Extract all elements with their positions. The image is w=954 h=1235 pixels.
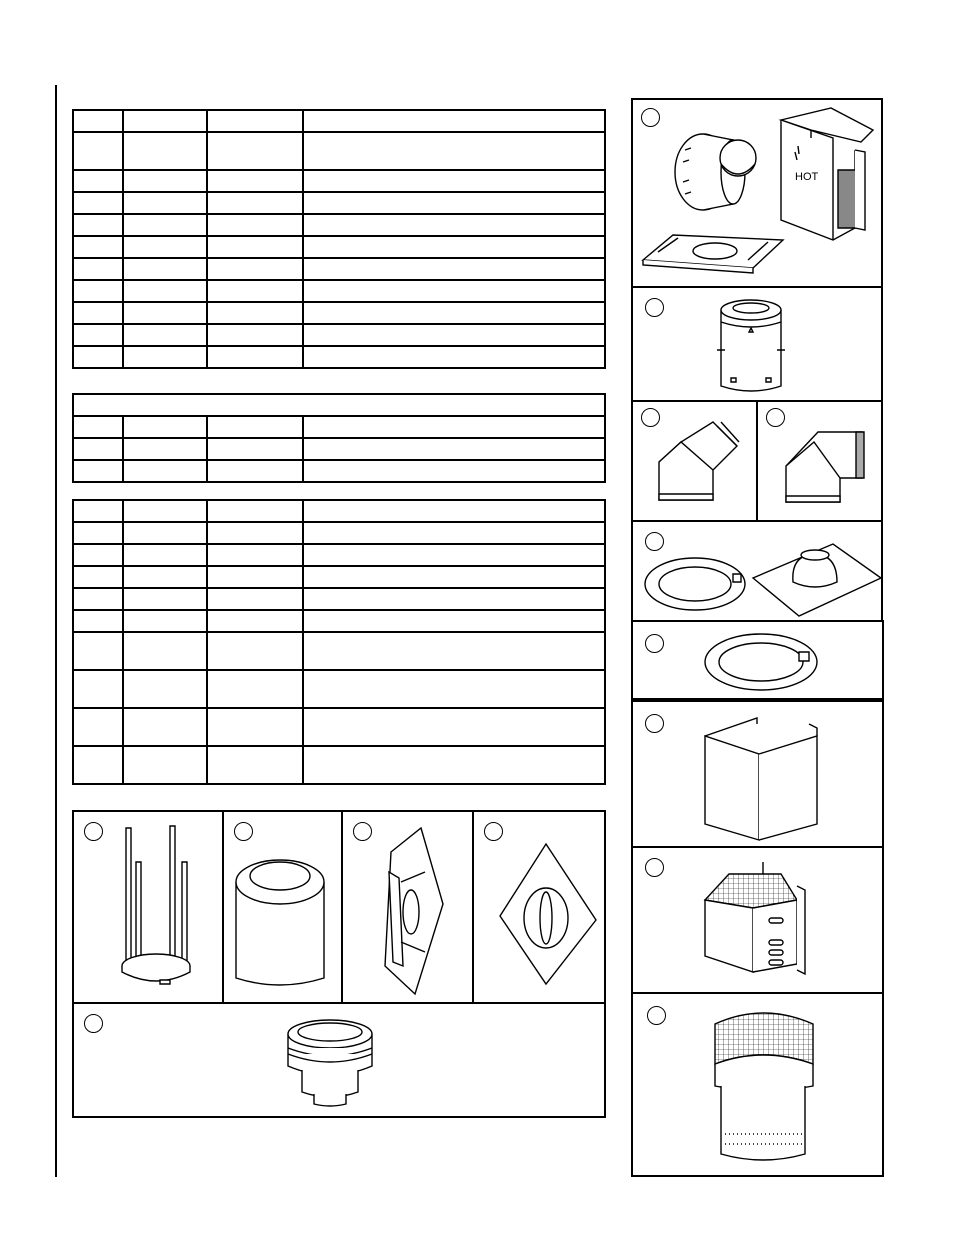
parts-table-2: [72, 393, 606, 483]
table-row: [73, 192, 605, 214]
parts-table-3: [72, 499, 606, 785]
table-row: [73, 324, 605, 346]
table-row: [73, 588, 605, 610]
table-row: [73, 522, 605, 544]
vertical-cap-icon: [74, 1004, 606, 1118]
table-row: [73, 632, 605, 670]
table-section-header: [73, 394, 605, 416]
table-row: [73, 132, 605, 170]
flat-firestop-icon: [474, 812, 606, 1004]
pipe-section-panel: [222, 810, 343, 1004]
heat-guard-panel: [631, 846, 884, 994]
hot-label: HOT: [795, 171, 819, 183]
table-row: [73, 170, 605, 192]
table-row: [73, 416, 605, 438]
wall-strap-panel: [72, 810, 224, 1004]
wall-strap-icon: [74, 812, 224, 1004]
chase-cover-panel: [631, 700, 884, 848]
storm-collar-panel: [631, 620, 884, 700]
table-row: [73, 500, 605, 522]
table-row: [73, 302, 605, 324]
table-row: [73, 110, 605, 132]
table-row: [73, 670, 605, 708]
margin-rule: [55, 85, 57, 1177]
parts-table-1: [72, 109, 606, 369]
table-row: [73, 460, 605, 482]
heat-guard-icon: [633, 848, 884, 994]
ceiling-firestop-panel: [341, 810, 474, 1004]
table-row: [73, 280, 605, 302]
table-row: [73, 708, 605, 746]
storm-collar-icon: [633, 622, 884, 700]
table-row: [73, 438, 605, 460]
elbow-45-panel: [631, 400, 758, 522]
table-row: [73, 746, 605, 784]
snorkel-termination-panel: [631, 992, 884, 1177]
pipe-section-icon: [224, 812, 343, 1004]
table-row: [73, 544, 605, 566]
table-row: [73, 346, 605, 368]
flat-firestop-panel: [472, 810, 606, 1004]
roof-flashing-panel: [631, 520, 883, 622]
table-row: [73, 566, 605, 588]
pipe-adapter-icon: [633, 288, 883, 402]
snorkel-termination-icon: [633, 994, 884, 1177]
table-row: [73, 214, 605, 236]
elbow-90-panel: [756, 400, 883, 522]
table-row: [73, 610, 605, 632]
roof-flashing-icon: [633, 522, 883, 622]
wall-thimble-icon: [633, 100, 883, 288]
table-row: [73, 258, 605, 280]
termination-kit-panel: [631, 98, 883, 288]
component-grid: [72, 810, 606, 1118]
vertical-cap-panel: [72, 1002, 606, 1118]
elbow-90-icon: [758, 402, 883, 522]
table-row: [73, 236, 605, 258]
chase-enclosure-icon: [633, 702, 884, 848]
ceiling-firestop-icon: [343, 812, 474, 1004]
elbow-45-icon: [633, 402, 758, 522]
pipe-adapter-panel: [631, 286, 883, 402]
